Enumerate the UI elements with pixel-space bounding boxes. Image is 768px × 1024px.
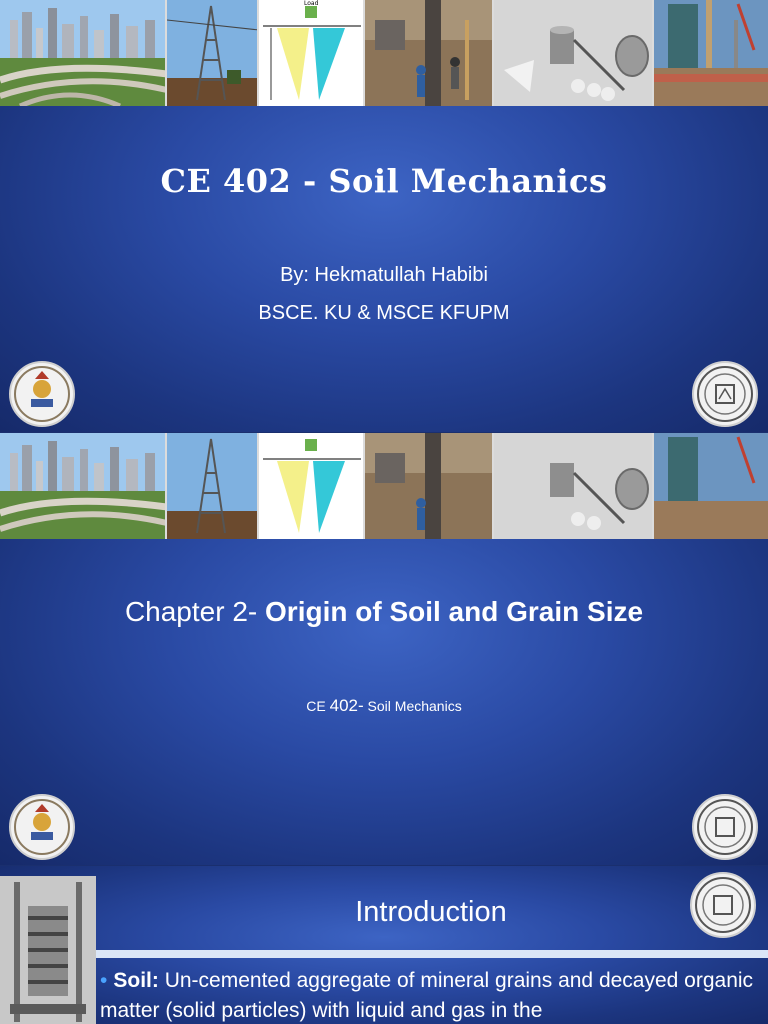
city-photo [0, 0, 167, 106]
course-line [0, 696, 768, 716]
photo-strip [0, 433, 768, 539]
university-seal-icon [9, 794, 75, 860]
bullet-term: Soil: [113, 969, 159, 992]
sieve-shaker-photo [0, 876, 96, 1024]
university-seal-icon [9, 361, 75, 427]
author-line: By: Hekmatullah Habibi [280, 264, 488, 286]
photo-strip [0, 0, 768, 106]
stress-diagram [259, 0, 365, 106]
chapter-heading [0, 596, 768, 628]
svg-text:Load: Load [304, 0, 319, 7]
soil-definition-bullet [100, 966, 760, 1024]
course-number: 402- [329, 696, 364, 715]
stress-diagram [259, 433, 365, 539]
title-slide [0, 0, 768, 432]
kfupm-seal-icon [692, 794, 758, 860]
presentation-title: CE 402 - Soil Mechanics [160, 162, 608, 200]
power-tower-photo [167, 0, 259, 106]
kfupm-seal-icon [692, 361, 758, 427]
construction-pile-photo [365, 433, 494, 539]
construction-pile-photo [365, 0, 494, 106]
chapter-title: Origin of Soil and Grain Size [265, 596, 644, 627]
course-prefix: CE [306, 698, 330, 714]
section-heading: Introduction [355, 896, 507, 928]
lab-equipment-photo [494, 0, 654, 106]
building-site-photo [654, 0, 768, 106]
chapter-prefix: Chapter 2- [124, 596, 266, 627]
course-suffix: Soil Mechanics [363, 698, 462, 714]
power-tower-photo [167, 433, 259, 539]
city-photo [0, 433, 167, 539]
degree-line: BSCE. KU & MSCE KFUPM [258, 302, 510, 324]
building-site-photo [654, 433, 768, 539]
kfupm-seal-icon [690, 872, 756, 938]
chapter-slide [0, 433, 768, 865]
bullet-text: Un-cemented aggregate of mineral grains and decayed organic matter (solid particles) with liquid and gas in the [100, 969, 754, 1022]
lab-equipment-photo [494, 433, 654, 539]
introduction-slide [0, 866, 768, 1024]
bullet-icon: • [100, 969, 108, 992]
heading-divider [96, 950, 768, 958]
